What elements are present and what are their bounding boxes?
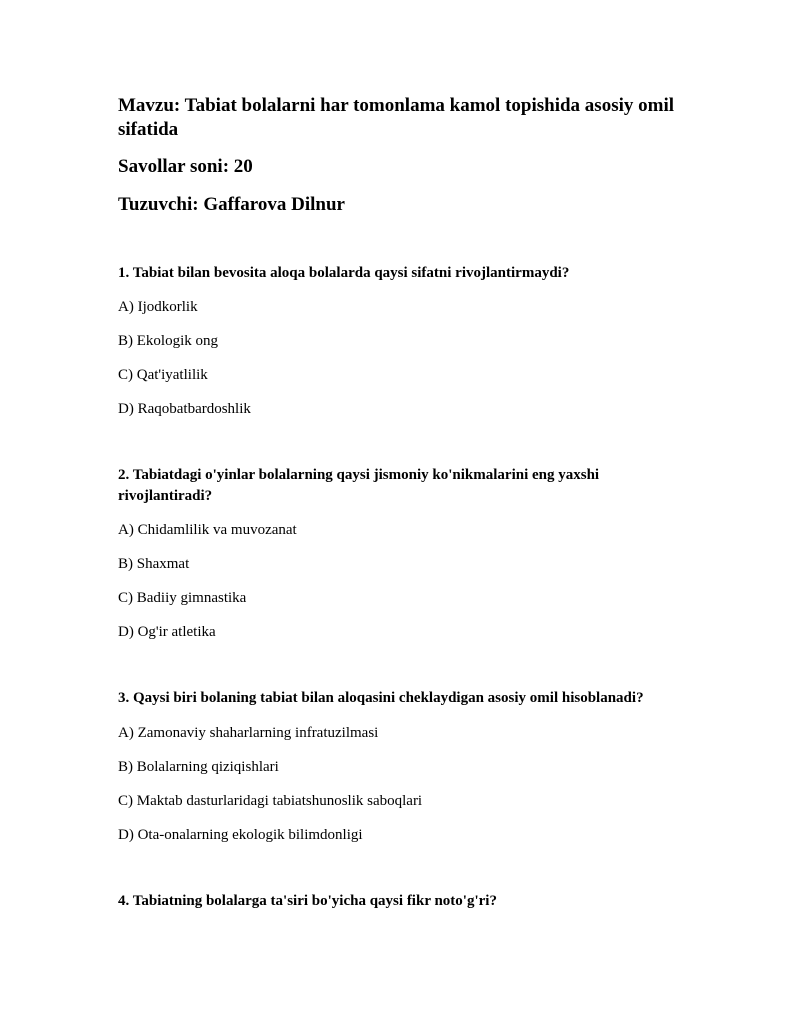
question-2-option-b: B) Shaxmat <box>118 556 190 572</box>
question-1-option-d: D) Raqobatbardoshlik <box>118 401 251 417</box>
question-3-option-c: C) Maktab dasturlaridagi tabiatshunoslik saboqlari <box>118 793 423 809</box>
question-2-option-a: A) Chidamlilik va muvozanat <box>118 522 297 538</box>
question-2: 2. Tabiatdagi o'yinlar bolalarning qaysi jismoniy ko'nikmalarini eng yaxshi rivojlantiradi? <box>118 467 600 504</box>
question-2-option-d: D) Og'ir atletika <box>118 624 216 640</box>
question-1: 1. Tabiat bilan bevosita aloqa bolalarda qaysi sifatni rivojlantirmaydi? <box>118 265 570 281</box>
question-3-option-d: D) Ota-onalarning ekologik bilimdonligi <box>118 827 363 843</box>
question-3-option-a: A) Zamonaviy shaharlarning infratuzilmasi <box>118 725 379 741</box>
question-2-option-c: C) Badiiy gimnastika <box>118 590 247 606</box>
question-1-option-c: C) Qat'iyatlilik <box>118 367 208 383</box>
question-count: Savollar soni: 20 <box>118 156 253 177</box>
question-3-option-b: B) Bolalarning qiziqishlari <box>118 759 279 775</box>
author-line: Tuzuvchi: Gaffarova Dilnur <box>118 194 345 215</box>
document-title: Mavzu: Tabiat bolalarni har tomonlama kamol topishida asosiy omil sifatida <box>118 95 675 140</box>
question-1-option-a: A) Ijodkorlik <box>118 299 198 315</box>
question-1-option-b: B) Ekologik ong <box>118 333 218 349</box>
question-3: 3. Qaysi biri bolaning tabiat bilan aloqasini cheklaydigan asosiy omil hisoblanadi? <box>118 690 644 706</box>
question-4: 4. Tabiatning bolalarga ta'siri bo'yicha qaysi fikr noto'g'ri? <box>118 893 497 909</box>
